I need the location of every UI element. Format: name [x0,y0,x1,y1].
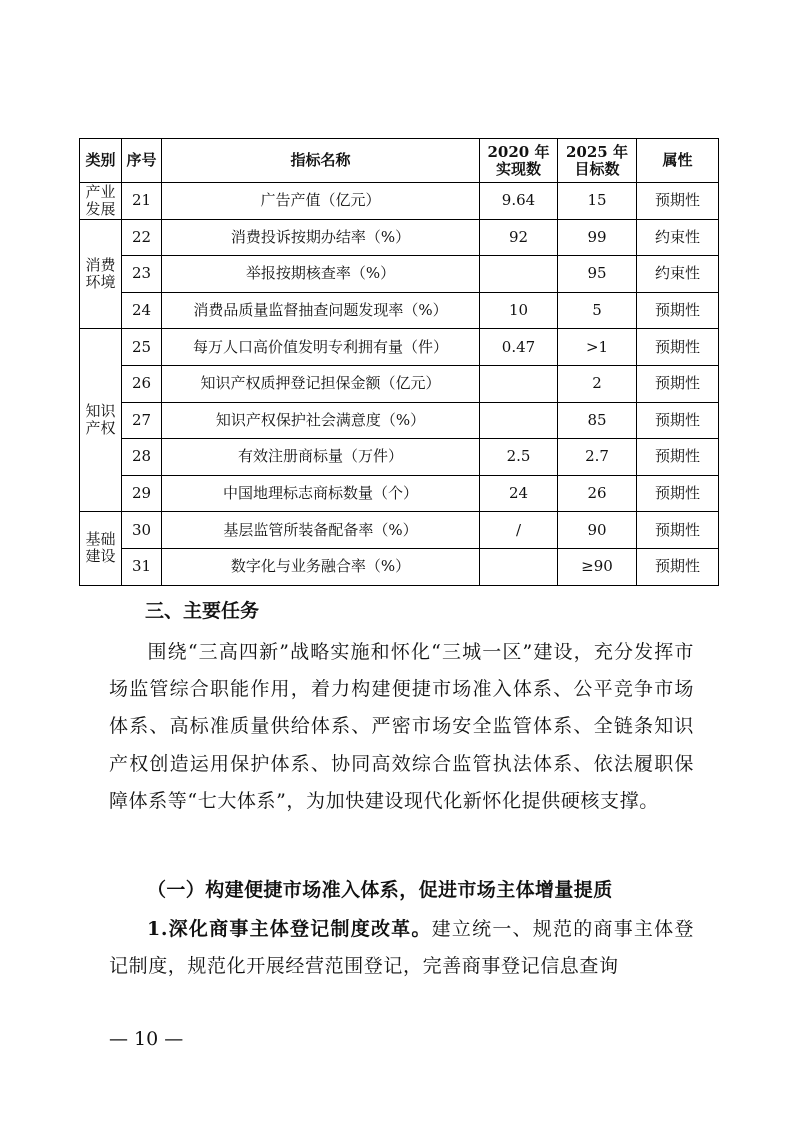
seq-cell: 25 [122,329,162,366]
header-2025-line2: 目标数 [574,159,620,178]
value-2020-cell: / [480,512,558,549]
subsection-title: （一）构建便捷市场准入体系，促进市场主体增量提质 [147,879,613,901]
item-title: 1.深化商事主体登记制度改革。 [147,918,432,940]
name-cell: 举报按期核查率（%） [162,256,480,293]
value-2020-cell: 9.64 [480,183,558,220]
name-cell: 基层监管所装备配备率（%） [162,512,480,549]
value-2025-cell: 15 [558,183,637,220]
value-2025-cell: 5 [558,292,637,329]
attr-cell: 预期性 [637,329,719,366]
category-line2: 环境 [85,272,116,291]
page-number: — 10 — [109,1028,184,1050]
header-seq: 序号 [122,139,162,183]
table-row [80,548,719,585]
header-2020-line1: 2020 年 [487,142,550,161]
name-cell: 知识产权保护社会满意度（%） [162,402,480,439]
value-2025-cell: 85 [558,402,637,439]
attr-cell: 约束性 [637,256,719,293]
table-row [80,475,719,512]
name-cell: 消费投诉按期办结率（%） [162,219,480,256]
name-cell: 数字化与业务融合率（%） [162,548,480,585]
seq-cell: 21 [122,183,162,220]
name-cell: 知识产权质押登记担保金额（亿元） [162,365,480,402]
category-line1: 知识 [85,402,116,421]
table-row [80,292,719,329]
table-row [80,183,719,220]
attr-cell: 预期性 [637,292,719,329]
paragraph-text: 围绕“三高四新”战略实施和怀化“三城一区”建设，充分发挥市场监管综合职能作用，着力构建便捷市场准入体系、公平竞争市场体系、高标准质量供给体系、严密市场安全监管体系、全链条知识产权创造运用保护体系、协同高效综合监管执法体系、依法履职保障体系等“七大体系”，为加快建设现代化新怀化提供硬核支撑。 [109,641,694,812]
table-row [80,365,719,402]
value-2020-cell: 92 [480,219,558,256]
seq-cell: 22 [122,219,162,256]
header-2020-line2: 实现数 [495,159,541,178]
value-2020-cell: 0.47 [480,329,558,366]
header-attr: 属性 [637,139,719,183]
category-line2: 发展 [85,199,116,218]
category-cell [80,183,122,220]
attr-cell: 预期性 [637,548,719,585]
value-2020-cell: 24 [480,475,558,512]
seq-cell: 30 [122,512,162,549]
table-header-row [80,139,719,183]
category-line1: 产业 [85,182,116,201]
value-2025-cell: 2 [558,365,637,402]
item-paragraph [109,911,694,985]
header-name: 指标名称 [162,139,480,183]
category-line2: 建设 [85,547,116,566]
seq-cell: 27 [122,402,162,439]
table-row [80,402,719,439]
table-row [80,439,719,476]
body-paragraph [109,634,694,820]
seq-cell: 28 [122,439,162,476]
attr-cell: 预期性 [637,183,719,220]
seq-cell: 26 [122,365,162,402]
name-cell: 中国地理标志商标数量（个） [162,475,480,512]
table-row [80,256,719,293]
value-2025-cell: ≥90 [558,548,637,585]
category-cell [80,512,122,585]
name-cell: 有效注册商标量（万件） [162,439,480,476]
seq-cell: 31 [122,548,162,585]
value-2025-cell: >1 [558,329,637,366]
table-row [80,512,719,549]
value-2025-cell: 26 [558,475,637,512]
name-cell: 广告产值（亿元） [162,183,480,220]
category-line1: 基础 [85,530,116,549]
attr-cell: 预期性 [637,402,719,439]
category-cell [80,219,122,329]
header-2025 [558,139,637,183]
attr-cell: 预期性 [637,439,719,476]
table-row [80,329,719,366]
value-2020-cell [480,402,558,439]
attr-cell: 约束性 [637,219,719,256]
section-title: 三、主要任务 [145,600,260,622]
attr-cell: 预期性 [637,365,719,402]
value-2020-cell [480,548,558,585]
seq-cell: 23 [122,256,162,293]
category-cell [80,329,122,512]
value-2025-cell: 90 [558,512,637,549]
name-cell: 每万人口高价值发明专利拥有量（件） [162,329,480,366]
value-2025-cell: 99 [558,219,637,256]
value-2025-cell: 95 [558,256,637,293]
value-2025-cell: 2.7 [558,439,637,476]
attr-cell: 预期性 [637,475,719,512]
value-2020-cell: 2.5 [480,439,558,476]
category-line2: 产权 [85,419,116,438]
category-line1: 消费 [85,255,116,274]
seq-cell: 29 [122,475,162,512]
seq-cell: 24 [122,292,162,329]
attr-cell: 预期性 [637,512,719,549]
item-text: 建立统一、规范的商事主体登记制度，规范化开展经营范围登记，完善商事登记信息查询 [109,918,694,978]
header-category: 类别 [80,139,122,183]
header-2025-line1: 2025 年 [566,142,628,161]
value-2020-cell: 10 [480,292,558,329]
value-2020-cell [480,256,558,293]
table-row [80,219,719,256]
indicator-table [79,138,719,586]
header-2020 [480,139,558,183]
name-cell: 消费品质量监督抽查问题发现率（%） [162,292,480,329]
value-2020-cell [480,365,558,402]
